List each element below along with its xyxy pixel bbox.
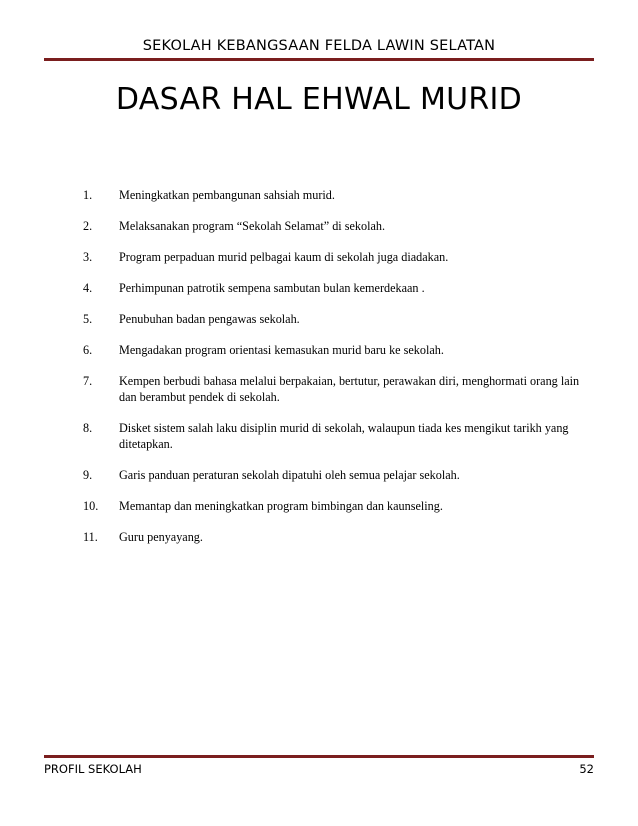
item-text: Mengadakan program orientasi kemasukan murid baru ke sekolah. <box>119 343 444 357</box>
footer-label: PROFIL SEKOLAH <box>44 762 142 776</box>
item-text: Kempen berbudi bahasa melalui berpakaian, bertutur, perawakan diri, menghormati orang lain dan berambut pendek di sekolah. <box>119 374 580 404</box>
item-number: 10. <box>83 499 99 513</box>
header-rule <box>44 58 594 61</box>
school-name: SEKOLAH KEBANGSAAN FELDA LAWIN SELATAN <box>142 38 496 54</box>
item-text: Melaksanakan program “Sekolah Selamat” di sekolah. <box>119 219 386 233</box>
item-number: 4. <box>83 281 93 295</box>
item-text: Penubuhan badan pengawas sekolah. <box>119 312 300 326</box>
item-text: Guru penyayang. <box>119 530 203 544</box>
item-number: 8. <box>83 421 93 435</box>
item-number: 7. <box>83 374 93 388</box>
item-number: 2. <box>83 219 93 233</box>
item-text: Garis panduan peraturan sekolah dipatuhi oleh semua pelajar sekolah. <box>119 468 460 482</box>
item-number: 9. <box>83 468 93 482</box>
item-text: Perhimpunan patrotik sempena sambutan bulan kemerdekaan . <box>119 281 425 295</box>
item-text: Disket sistem salah laku disiplin murid di sekolah, walaupun tiada kes mengikut tarikh yang ditetapkan. <box>119 421 569 451</box>
item-text: Meningkatkan pembangunan sahsiah murid. <box>119 188 335 202</box>
page-title: DASAR HAL EHWAL MURID <box>115 82 523 117</box>
item-text: Memantap dan meningkatkan program bimbingan dan kaunseling. <box>119 499 443 513</box>
item-number: 6. <box>83 343 93 357</box>
item-number: 1. <box>83 188 93 202</box>
page-number: 52 <box>579 762 594 776</box>
item-number: 3. <box>83 250 93 264</box>
item-text: Program perpaduan murid pelbagai kaum di sekolah juga diadakan. <box>119 250 449 264</box>
item-number: 5. <box>83 312 93 326</box>
footer-rule <box>44 755 594 758</box>
item-number: 11. <box>83 530 98 544</box>
